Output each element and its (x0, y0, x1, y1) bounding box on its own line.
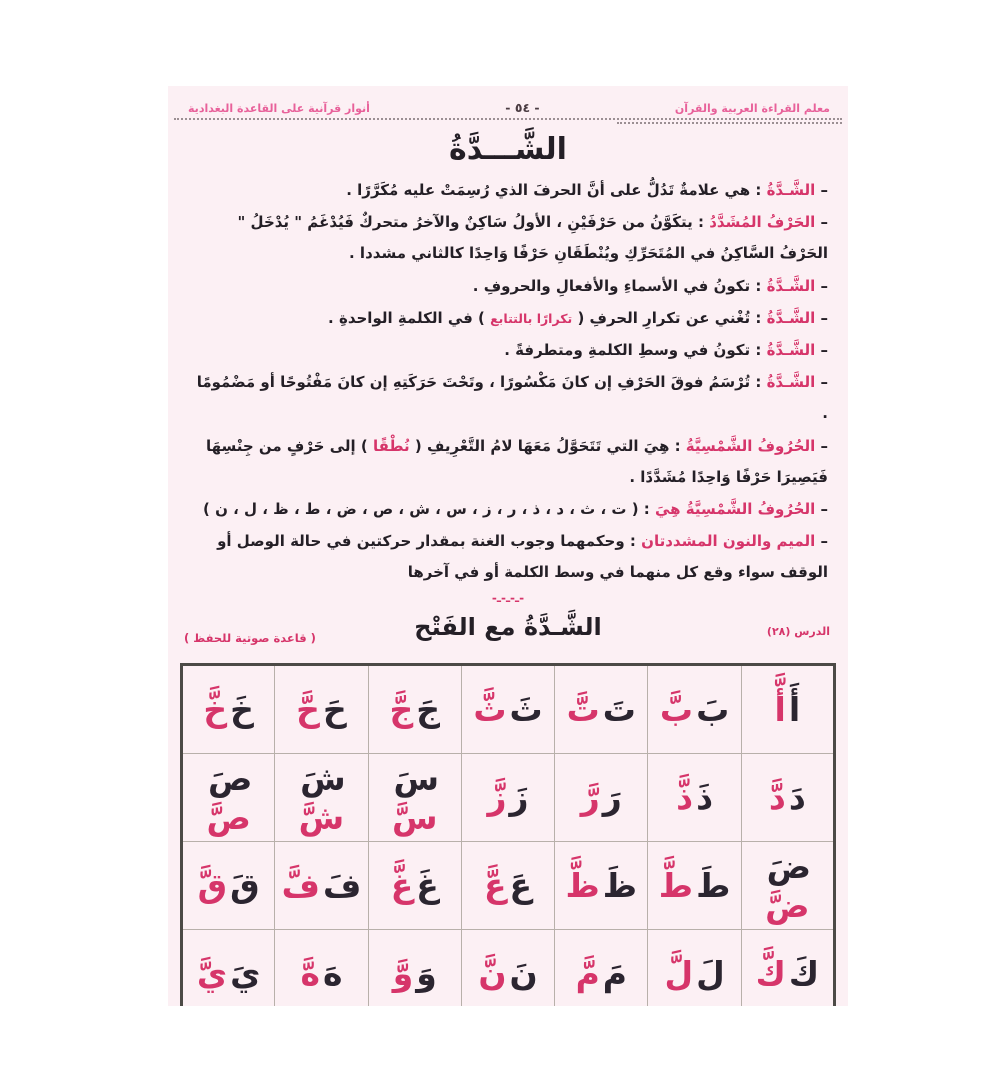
paragraph-segment: – (815, 373, 828, 392)
paragraph-segment: – (815, 181, 828, 199)
letter-plain: قَ (230, 866, 260, 906)
letter-pair-cell (368, 842, 461, 930)
paragraphs (168, 175, 848, 588)
letter-with-shadda: عَّ (483, 866, 507, 906)
paragraph-segment: – (815, 532, 828, 551)
paragraph-segment: – (815, 213, 828, 232)
letter-with-shadda: سَّ (391, 797, 438, 837)
paragraph-segment: الحُرُوفُ الشَّمْسِيَّةُ هِيَ (655, 499, 816, 518)
letter-with-shadda: ضَّ (765, 885, 810, 925)
letter-with-shadda: جَّ (389, 690, 414, 730)
letter-plain: سَ (393, 758, 439, 798)
letter-with-shadda: هَّ (300, 954, 320, 994)
letter-plain: جَ (416, 690, 441, 730)
letter-pair-cell (368, 754, 461, 842)
letter-with-shadda: بَّ (659, 690, 694, 730)
letter-with-shadda: وَّ (392, 954, 414, 994)
letter-plain: لَ (696, 954, 725, 994)
letter-plain: يَ (230, 954, 261, 994)
letter-plain: عَ (509, 866, 533, 906)
paragraph-segment: الحَرْفُ المُشَدَّدُ (709, 213, 816, 232)
letter-with-shadda: رَّ (580, 778, 600, 818)
letter-pair-cell (275, 930, 368, 1006)
paragraph-line (194, 303, 828, 334)
table-row (182, 754, 835, 842)
paragraph-segment: : هِيَ التي تَتَحَوَّلُ مَعَهَا لامُ التَّعْرِيفِ ( (409, 436, 686, 455)
letter-pair-cell (741, 754, 834, 842)
letter-plain: شَ (300, 758, 346, 798)
shadda-table-body (182, 665, 835, 1006)
letter-pair-cell (648, 754, 741, 842)
header-dotted-rule (617, 122, 842, 124)
letter-pair-cell (461, 842, 554, 930)
page-number: - ٥٤ - (505, 100, 540, 115)
letter-pair-cell (741, 842, 834, 930)
letter-plain: حَ (322, 690, 347, 730)
paragraph-line (194, 494, 828, 525)
paragraph-segment: ) في الكلمةِ الواحدةِ . (328, 308, 491, 327)
letter-pair-cell (461, 754, 554, 842)
letter-plain: كَ (788, 954, 820, 994)
letter-with-shadda: ذَّ (676, 778, 694, 818)
paragraph-segment: تكرارًا بالتتابع (490, 310, 573, 326)
paragraph-segment: – (815, 436, 828, 455)
letter-pair-cell (275, 754, 368, 842)
paragraph-segment: : وحكمهما وجوب الغنة بمقدار حركتين في حالة الوصل أو الوقف سواء وقع كل منهما في وسط الكلمة أو في آخرها (217, 532, 828, 582)
letter-pair-cell (182, 754, 275, 842)
paragraph-segment: الحُرُوفُ الشَّمْسِيَّةُ (685, 436, 816, 455)
paragraph-segment: : تُغْني عن تكرارِ الحرفِ ( (572, 308, 767, 327)
letter-with-shadda: فَّ (281, 866, 320, 906)
letter-plain: خَ (230, 690, 254, 730)
letter-with-shadda: قَّ (197, 866, 228, 906)
letter-with-shadda: ثَّ (473, 690, 507, 730)
paragraph-line (194, 526, 828, 588)
letter-plain: زَ (509, 778, 529, 818)
letter-pair-cell (461, 665, 554, 754)
letter-with-shadda: يَّ (196, 954, 228, 994)
paragraph-segment: الميم والنون المشددتان (641, 532, 816, 551)
letter-pair-cell (648, 842, 741, 930)
paragraph-segment: – (815, 340, 828, 359)
lesson-number-label: الدرس (٢٨) (766, 625, 830, 639)
paragraph-segment: : يتكَوَّنُ من حَرْفَيْنِ ، الأولُ سَاكِنٌ والآخرُ متحركٌ فَيُدْغَمُ " يُدْخَلُ " الحَرْفُ السَّاكِنُ في المُتَحَرِّكِ ويُنْطَقَانِ حَرْفًا وَاحِدًا كالثاني مشددا . (237, 213, 828, 263)
letter-pair-cell (555, 842, 648, 930)
letter-with-shadda: شَّ (298, 797, 345, 837)
page-header (174, 86, 842, 120)
letter-pair-cell (648, 930, 741, 1006)
letter-with-shadda: خَّ (203, 690, 228, 730)
paragraph-segment: الشَّـدَّةُ (766, 340, 816, 359)
paragraph-segment: الشَّـدَّةُ (766, 308, 816, 327)
letter-with-shadda: طَّ (658, 866, 694, 906)
letter-pair-cell (275, 665, 368, 754)
letter-plain: أَ (788, 690, 801, 730)
letter-with-shadda: نَّ (478, 954, 507, 994)
paragraph-segment: – (815, 499, 828, 518)
letter-with-shadda: تَّ (566, 690, 600, 730)
letter-with-shadda: ظَّ (565, 866, 600, 906)
letter-pair-cell (648, 665, 741, 754)
book-page (168, 86, 848, 1006)
paragraph-segment: : تُرْسَمُ فوقَ الحَرْفِ إن كانَ مَكْسُورًا ، وتَحْتَ حَرَكَتِهِ إن كانَ مَفْتُوحًا أو مَضْمُومًا . (196, 373, 828, 423)
letter-with-shadda: كَّ (755, 954, 786, 994)
letter-pair-cell (555, 754, 648, 842)
paragraph-line (194, 271, 828, 302)
letter-plain: تَ (602, 690, 636, 730)
letter-plain: صَ (207, 758, 253, 798)
letter-plain: فَ (322, 866, 362, 906)
letter-pair-cell (275, 842, 368, 930)
paragraph-segment: ) إلى حَرْفٍ من جِنْسِهَا فَيَصِيرَا حَرْفًا وَاحِدًا مُشَدَّدًا . (205, 436, 828, 486)
letter-plain: ثَ (509, 690, 543, 730)
letter-with-shadda: لَّ (664, 954, 694, 994)
table-row (182, 842, 835, 930)
letter-pair-cell (555, 930, 648, 1006)
paragraph-line (194, 175, 828, 206)
header-right-title: معلم القراءة العربية والقرآن (674, 102, 830, 115)
section-subtitle: الشَّـدَّةُ مع الفَتْح (414, 613, 602, 642)
memorization-note-label: ( قاعدة صوتية للحفظ ) (184, 631, 316, 646)
letter-pair-cell (182, 842, 275, 930)
letter-pair-cell (461, 930, 554, 1006)
letter-plain: طَ (696, 866, 731, 906)
paragraph-segment: : تكونُ في الأسماءِ والأفعالِ والحروفِ . (472, 276, 767, 295)
letter-plain: غَ (416, 866, 439, 906)
letter-pair-cell (741, 665, 834, 754)
paragraph-segment: نُطْقًا (372, 436, 410, 455)
letter-plain: وَ (416, 954, 437, 994)
ornament-divider: -ـ-ـ-ـ- (491, 591, 525, 606)
paragraph-segment: الشَّـدَّةُ (766, 181, 816, 199)
letter-with-shadda: دَّ (768, 778, 786, 818)
letter-plain: ظَ (602, 866, 638, 906)
letter-pair-cell (368, 930, 461, 1006)
table-row (182, 665, 835, 754)
paragraph-line (194, 431, 828, 493)
lesson-row (168, 607, 848, 659)
paragraph-segment: – (815, 276, 828, 295)
letter-pair-cell (182, 930, 275, 1006)
letter-pair-cell (555, 665, 648, 754)
header-left-title: أنوار قرآنية على القاعدة البغدادية (188, 102, 370, 115)
table-row (182, 930, 835, 1006)
letter-pair-cell (368, 665, 461, 754)
letter-with-shadda: مَّ (575, 954, 600, 994)
letter-with-shadda: غَّ (390, 866, 414, 906)
paragraph-line (194, 207, 828, 269)
shadda-letters-table (180, 663, 836, 1006)
letter-plain: هَ (322, 954, 343, 994)
paragraph-segment: : ( ت ، ث ، د ، ذ ، ر ، ز ، س ، ش ، ص ، ض ، ط ، ظ ، ل ، ن ) (203, 499, 655, 518)
letter-pair-cell (741, 930, 834, 1006)
letter-plain: ذَ (696, 778, 714, 818)
paragraph-line (194, 367, 828, 429)
letter-plain: مَ (602, 954, 627, 994)
paragraph-segment: الشَّـدَّةُ (766, 276, 816, 295)
paragraph-line (194, 335, 828, 366)
paragraph-segment: – (815, 308, 828, 327)
letter-with-shadda: صَّ (206, 797, 251, 837)
paragraph-segment: : تكونُ في وسطِ الكلمةِ ومتطرفةً . (504, 340, 767, 359)
letter-plain: دَ (788, 778, 806, 818)
paragraph-segment: : هي علامةٌ تَدُلُّ على أنَّ الحرفَ الذي رُسِمَتْ عليه مُكَرَّرًا . (346, 181, 767, 199)
letter-with-shadda: أَّ (774, 690, 786, 730)
letter-pair-cell (182, 665, 275, 754)
page-title: الشَّـــدَّةُ (449, 132, 567, 167)
letter-with-shadda: حَّ (296, 690, 320, 730)
letter-plain: نَ (509, 954, 538, 994)
letter-plain: بَ (696, 690, 730, 730)
letter-plain: رَ (602, 778, 622, 818)
paragraph-segment: الشَّـدَّةُ (766, 373, 816, 392)
letter-with-shadda: زَّ (487, 778, 507, 818)
letter-plain: ضَ (766, 846, 812, 886)
